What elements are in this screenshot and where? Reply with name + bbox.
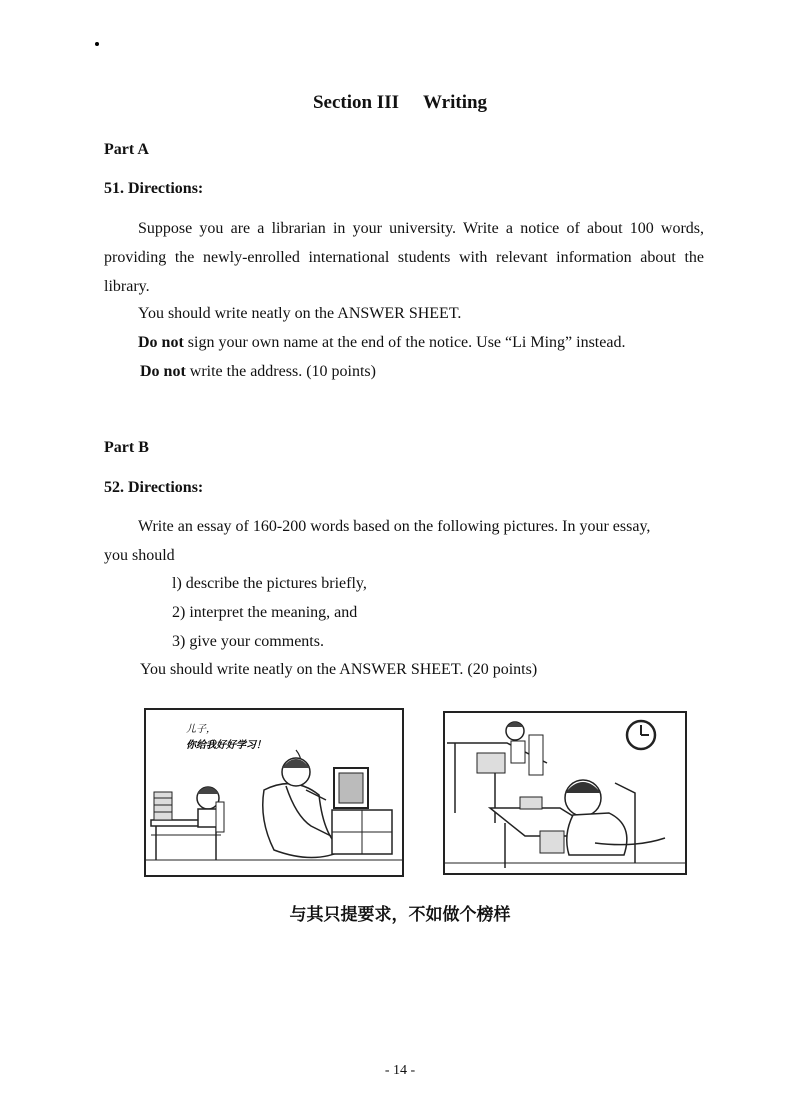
section-name: Writing [423,92,488,113]
speech-line-1: 儿子， [186,724,216,735]
section-number: Section III [312,92,399,113]
q51-answer-sheet-line: You should write neatly on the ANSWER SHEET. [138,305,462,322]
q52-paragraph: Write an essay of 160-200 words based on the following pictures. In your essay, you should [104,518,651,564]
section-title [0,92,800,114]
do-not-emphasis: Do not [140,363,186,380]
cartoon-panel-right [443,711,687,875]
q52-item-2: 2) interpret the meaning, and [172,604,358,621]
cartoon-panel-left [144,708,404,877]
clock-icon [627,721,655,749]
part-a-heading: Part A [104,141,149,158]
part-b-heading: Part B [104,439,149,456]
page-number: - 14 - [384,1063,416,1078]
do-not-emphasis: Do not [138,334,184,351]
cartoon-right-drawing [445,713,685,873]
q52-item-1: l) describe the pictures briefly, [172,575,367,592]
q51-name-instruction [138,333,625,353]
cartoon-caption: 与其只提要求，不如做个榜样 [289,905,511,925]
q51-directions-heading: 51. Directions: [104,180,204,197]
q52-closing-line: You should write neatly on the ANSWER SHEET. (20 points) [140,661,538,678]
speech-line-2: 你给我好好学习！ [186,740,266,751]
address-instruction-text: write the address. (10 points) [185,363,376,380]
name-instruction-text: sign your own name at the end of the notice. Use “Li Ming” instead. [183,334,626,351]
q51-address-instruction [140,362,376,382]
q52-item-3: 3) give your comments. [172,633,324,650]
q52-directions-heading: 52. Directions: [104,479,204,496]
margin-dot [95,42,99,46]
q51-paragraph: Suppose you are a librarian in your university. Write a notice of about 100 words, providing the newly-enrolled international students with relevant information about the library. [104,220,704,295]
cartoon-left-drawing [146,710,402,875]
